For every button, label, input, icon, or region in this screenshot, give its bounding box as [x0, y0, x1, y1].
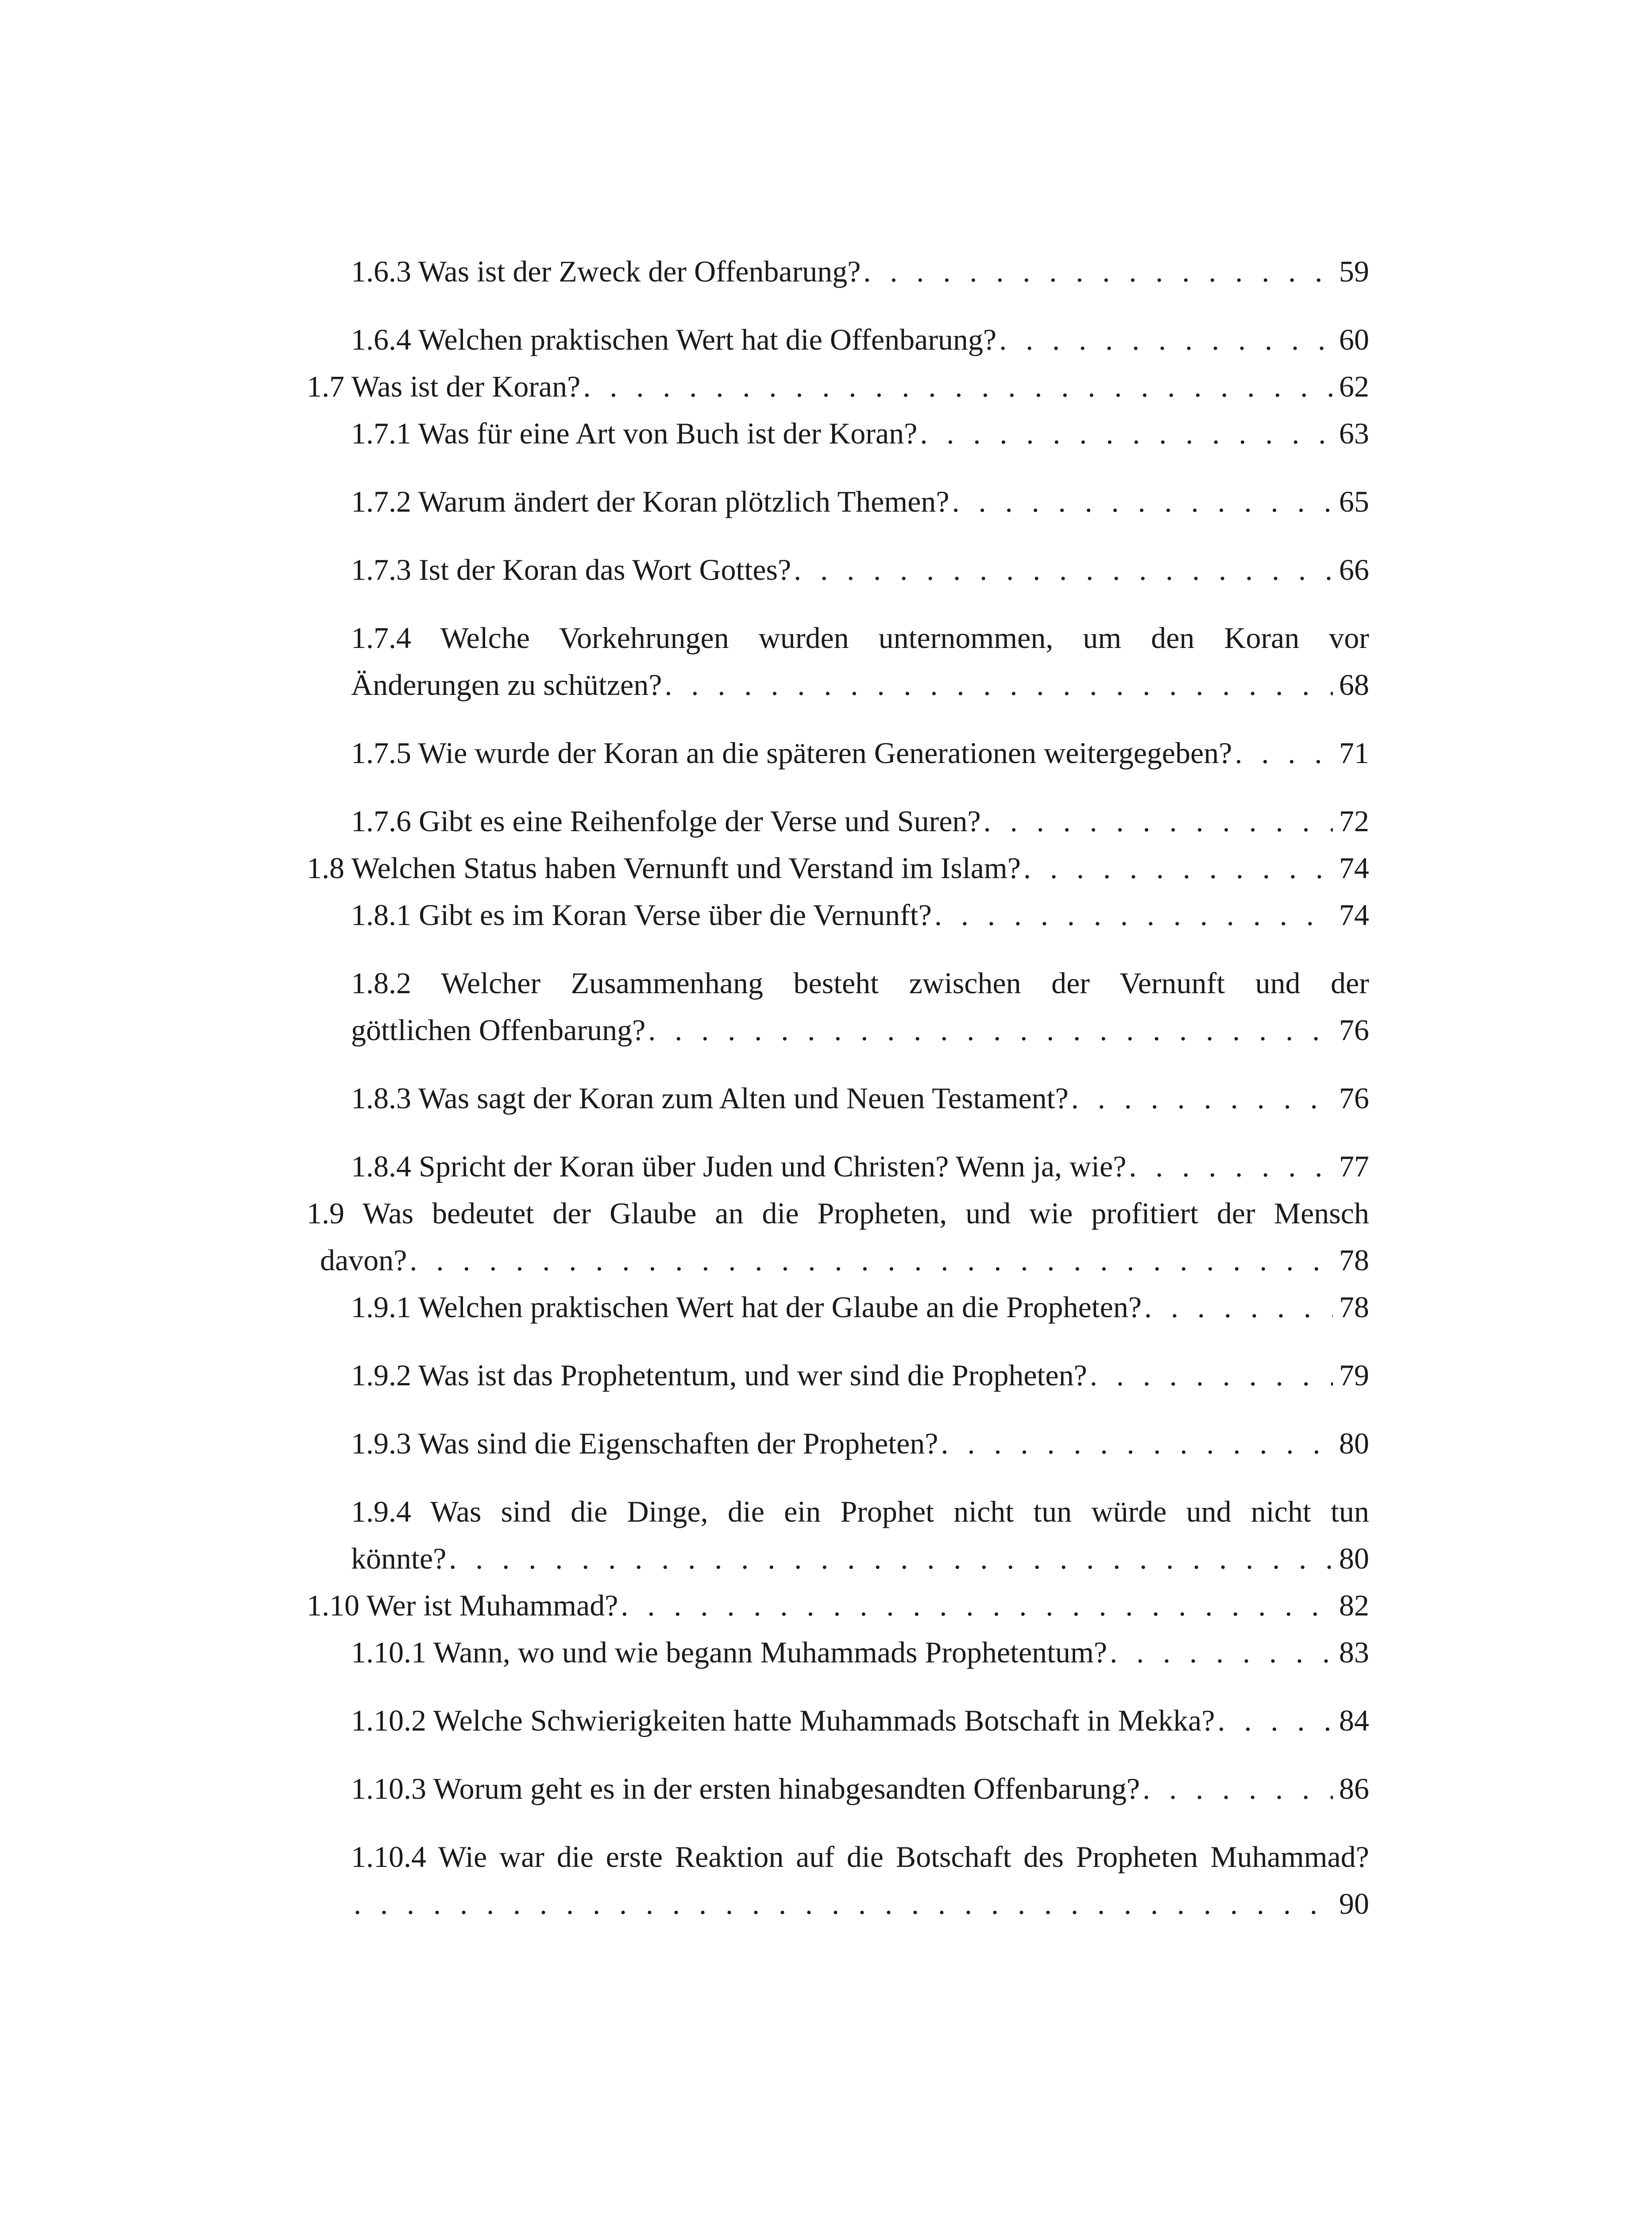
toc-entry-page: 62 [1339, 370, 1369, 403]
toc-entry-page: 65 [1339, 485, 1369, 518]
toc-entry-page: 71 [1339, 736, 1369, 770]
toc-entry-page: 74 [1339, 898, 1369, 932]
toc-entry-page: 78 [1339, 1243, 1369, 1277]
toc-entry[interactable] [307, 844, 1369, 891]
toc-entry-page: 80 [1339, 1426, 1369, 1460]
toc-entry[interactable] [351, 1833, 1369, 1927]
toc-entry-page: 90 [1339, 1887, 1369, 1920]
table-of-contents [307, 248, 1369, 1927]
leader-dots [1090, 1352, 1333, 1399]
leader-dots [934, 891, 1333, 938]
toc-entry-page: 63 [1339, 416, 1369, 450]
toc-entry-page: 74 [1339, 851, 1369, 885]
leader-dots [1071, 1075, 1333, 1122]
toc-entry[interactable] [351, 1697, 1369, 1744]
toc-entry-title: 1.8.4 Spricht der Koran über Juden und Christen? Wenn ja, wie? [351, 1149, 1127, 1183]
toc-entry[interactable] [351, 1143, 1369, 1190]
leader-dots [863, 248, 1333, 295]
toc-entry-title: 1.6.3 Was ist der Zweck der Offenbarung? [351, 254, 861, 288]
toc-entry-page: 76 [1339, 1081, 1369, 1115]
toc-entry-page: 68 [1339, 668, 1369, 702]
leader-dots [1129, 1143, 1333, 1190]
toc-entry[interactable] [351, 316, 1369, 363]
toc-entry-title-line1: 1.7.4 Welche Vorkehrungen wurden unternommen, um den Koran vor [351, 621, 1369, 655]
toc-entry[interactable] [351, 614, 1369, 708]
toc-entry-title: 1.9.2 Was ist das Prophetentum, und wer sind die Propheten? [351, 1358, 1087, 1392]
toc-entry[interactable] [351, 1420, 1369, 1467]
toc-entry[interactable] [351, 248, 1369, 295]
leader-dots [1143, 1765, 1333, 1812]
toc-entry-title: 1.7 Was ist der Koran? [307, 370, 581, 403]
toc-entry[interactable] [351, 478, 1369, 525]
toc-entry-title: 1.9.1 Welchen praktischen Wert hat der Glaube an die Propheten? [351, 1290, 1142, 1324]
toc-entry-page: 82 [1339, 1588, 1369, 1622]
leader-dots [664, 661, 1333, 708]
toc-entry-page: 72 [1339, 804, 1369, 838]
toc-entry-title: 1.8 Welchen Status haben Vernunft und Verstand im Islam? [307, 851, 1021, 885]
toc-entry[interactable] [351, 891, 1369, 938]
toc-entry-page: 78 [1339, 1290, 1369, 1324]
toc-entry-page: 83 [1339, 1635, 1369, 1669]
toc-entry[interactable] [351, 410, 1369, 457]
leader-dots [1144, 1284, 1333, 1330]
toc-entry[interactable] [351, 1629, 1369, 1676]
toc-entry-page: 66 [1339, 553, 1369, 586]
toc-entry[interactable] [351, 1075, 1369, 1122]
leader-dots [648, 1006, 1333, 1053]
leader-dots [999, 316, 1333, 363]
toc-entry[interactable] [307, 1582, 1369, 1629]
toc-entry-title: 1.7.2 Warum ändert der Koran plötzlich Themen? [351, 485, 950, 518]
toc-entry-title: 1.7.5 Wie wurde der Koran an die späteren Generationen weitergegeben? [351, 736, 1232, 770]
toc-entry[interactable] [351, 1765, 1369, 1812]
toc-entry-title: 1.9.3 Was sind die Eigenschaften der Propheten? [351, 1426, 938, 1460]
toc-entry[interactable] [351, 960, 1369, 1053]
toc-entry-page: 76 [1339, 1013, 1369, 1047]
leader-dots [621, 1582, 1333, 1629]
toc-entry-title: 1.10 Wer ist Muhammad? [307, 1588, 618, 1622]
leader-dots [1218, 1697, 1333, 1744]
toc-entry-title-line1: 1.9.4 Was sind die Dinge, die ein Prophet nicht tun würde und nicht tun [351, 1495, 1369, 1528]
toc-entry-page: 79 [1339, 1358, 1369, 1392]
leader-dots [941, 1420, 1333, 1467]
toc-entry-title: 1.10.1 Wann, wo und wie begann Muhammads Prophetentum? [351, 1635, 1108, 1669]
toc-entry-title-line1: 1.8.2 Welcher Zusammenhang besteht zwischen der Vernunft und der [351, 966, 1369, 1000]
toc-entry-title: 1.10.2 Welche Schwierigkeiten hatte Muhammads Botschaft in Mekka? [351, 1704, 1215, 1737]
toc-entry[interactable] [351, 729, 1369, 776]
toc-entry-title-line2: göttlichen Offenbarung? [351, 1013, 646, 1047]
leader-dots [1235, 729, 1333, 776]
leader-dots [583, 363, 1333, 410]
toc-entry-page: 77 [1339, 1149, 1369, 1183]
toc-entry-page: 60 [1339, 323, 1369, 356]
toc-entry[interactable] [307, 1190, 1369, 1284]
leader-dots [449, 1535, 1333, 1582]
leader-dots [1023, 844, 1333, 891]
leader-dots [1110, 1629, 1333, 1676]
toc-entry[interactable] [351, 798, 1369, 844]
toc-entry-title: 1.10.3 Worum geht es in der ersten hinabgesandten Offenbarung? [351, 1772, 1140, 1805]
leader-dots [920, 410, 1333, 457]
toc-entry-page: 86 [1339, 1772, 1369, 1805]
toc-entry-title: 1.7.3 Ist der Koran das Wort Gottes? [351, 553, 791, 586]
toc-entry-title-line2: könnte? [351, 1542, 447, 1575]
toc-entry-page: 84 [1339, 1704, 1369, 1737]
leader-dots [794, 546, 1333, 593]
toc-entry-title: 1.7.6 Gibt es eine Reihenfolge der Verse und Suren? [351, 804, 981, 838]
toc-entry-title-line1: 1.9 Was bedeutet der Glaube an die Propheten, und wie profitiert der Mensch [307, 1196, 1369, 1230]
toc-entry[interactable] [351, 1284, 1369, 1330]
toc-entry[interactable] [351, 1352, 1369, 1399]
toc-entry[interactable] [307, 363, 1369, 410]
leader-dots [409, 1237, 1333, 1284]
toc-entry-page: 59 [1339, 254, 1369, 288]
leader-dots [984, 798, 1333, 844]
toc-entry-title: 1.7.1 Was für eine Art von Buch ist der Koran? [351, 416, 918, 450]
toc-entry-title-line2: Änderungen zu schützen? [351, 668, 662, 702]
toc-entry-title: 1.8.1 Gibt es im Koran Verse über die Vernunft? [351, 898, 932, 932]
toc-entry-title: 1.6.4 Welchen praktischen Wert hat die Offenbarung? [351, 323, 997, 356]
leader-dots [952, 478, 1333, 525]
leader-dots [354, 1880, 1333, 1927]
toc-entry-page: 80 [1339, 1542, 1369, 1575]
toc-entry[interactable] [351, 546, 1369, 593]
toc-entry-title-line1: 1.10.4 Wie war die erste Reaktion auf die Botschaft des Propheten Muhammad? [351, 1840, 1369, 1874]
toc-entry-title-line2: davon? [320, 1243, 407, 1277]
toc-entry-title: 1.8.3 Was sagt der Koran zum Alten und Neuen Testament? [351, 1081, 1069, 1115]
toc-entry[interactable] [351, 1488, 1369, 1582]
